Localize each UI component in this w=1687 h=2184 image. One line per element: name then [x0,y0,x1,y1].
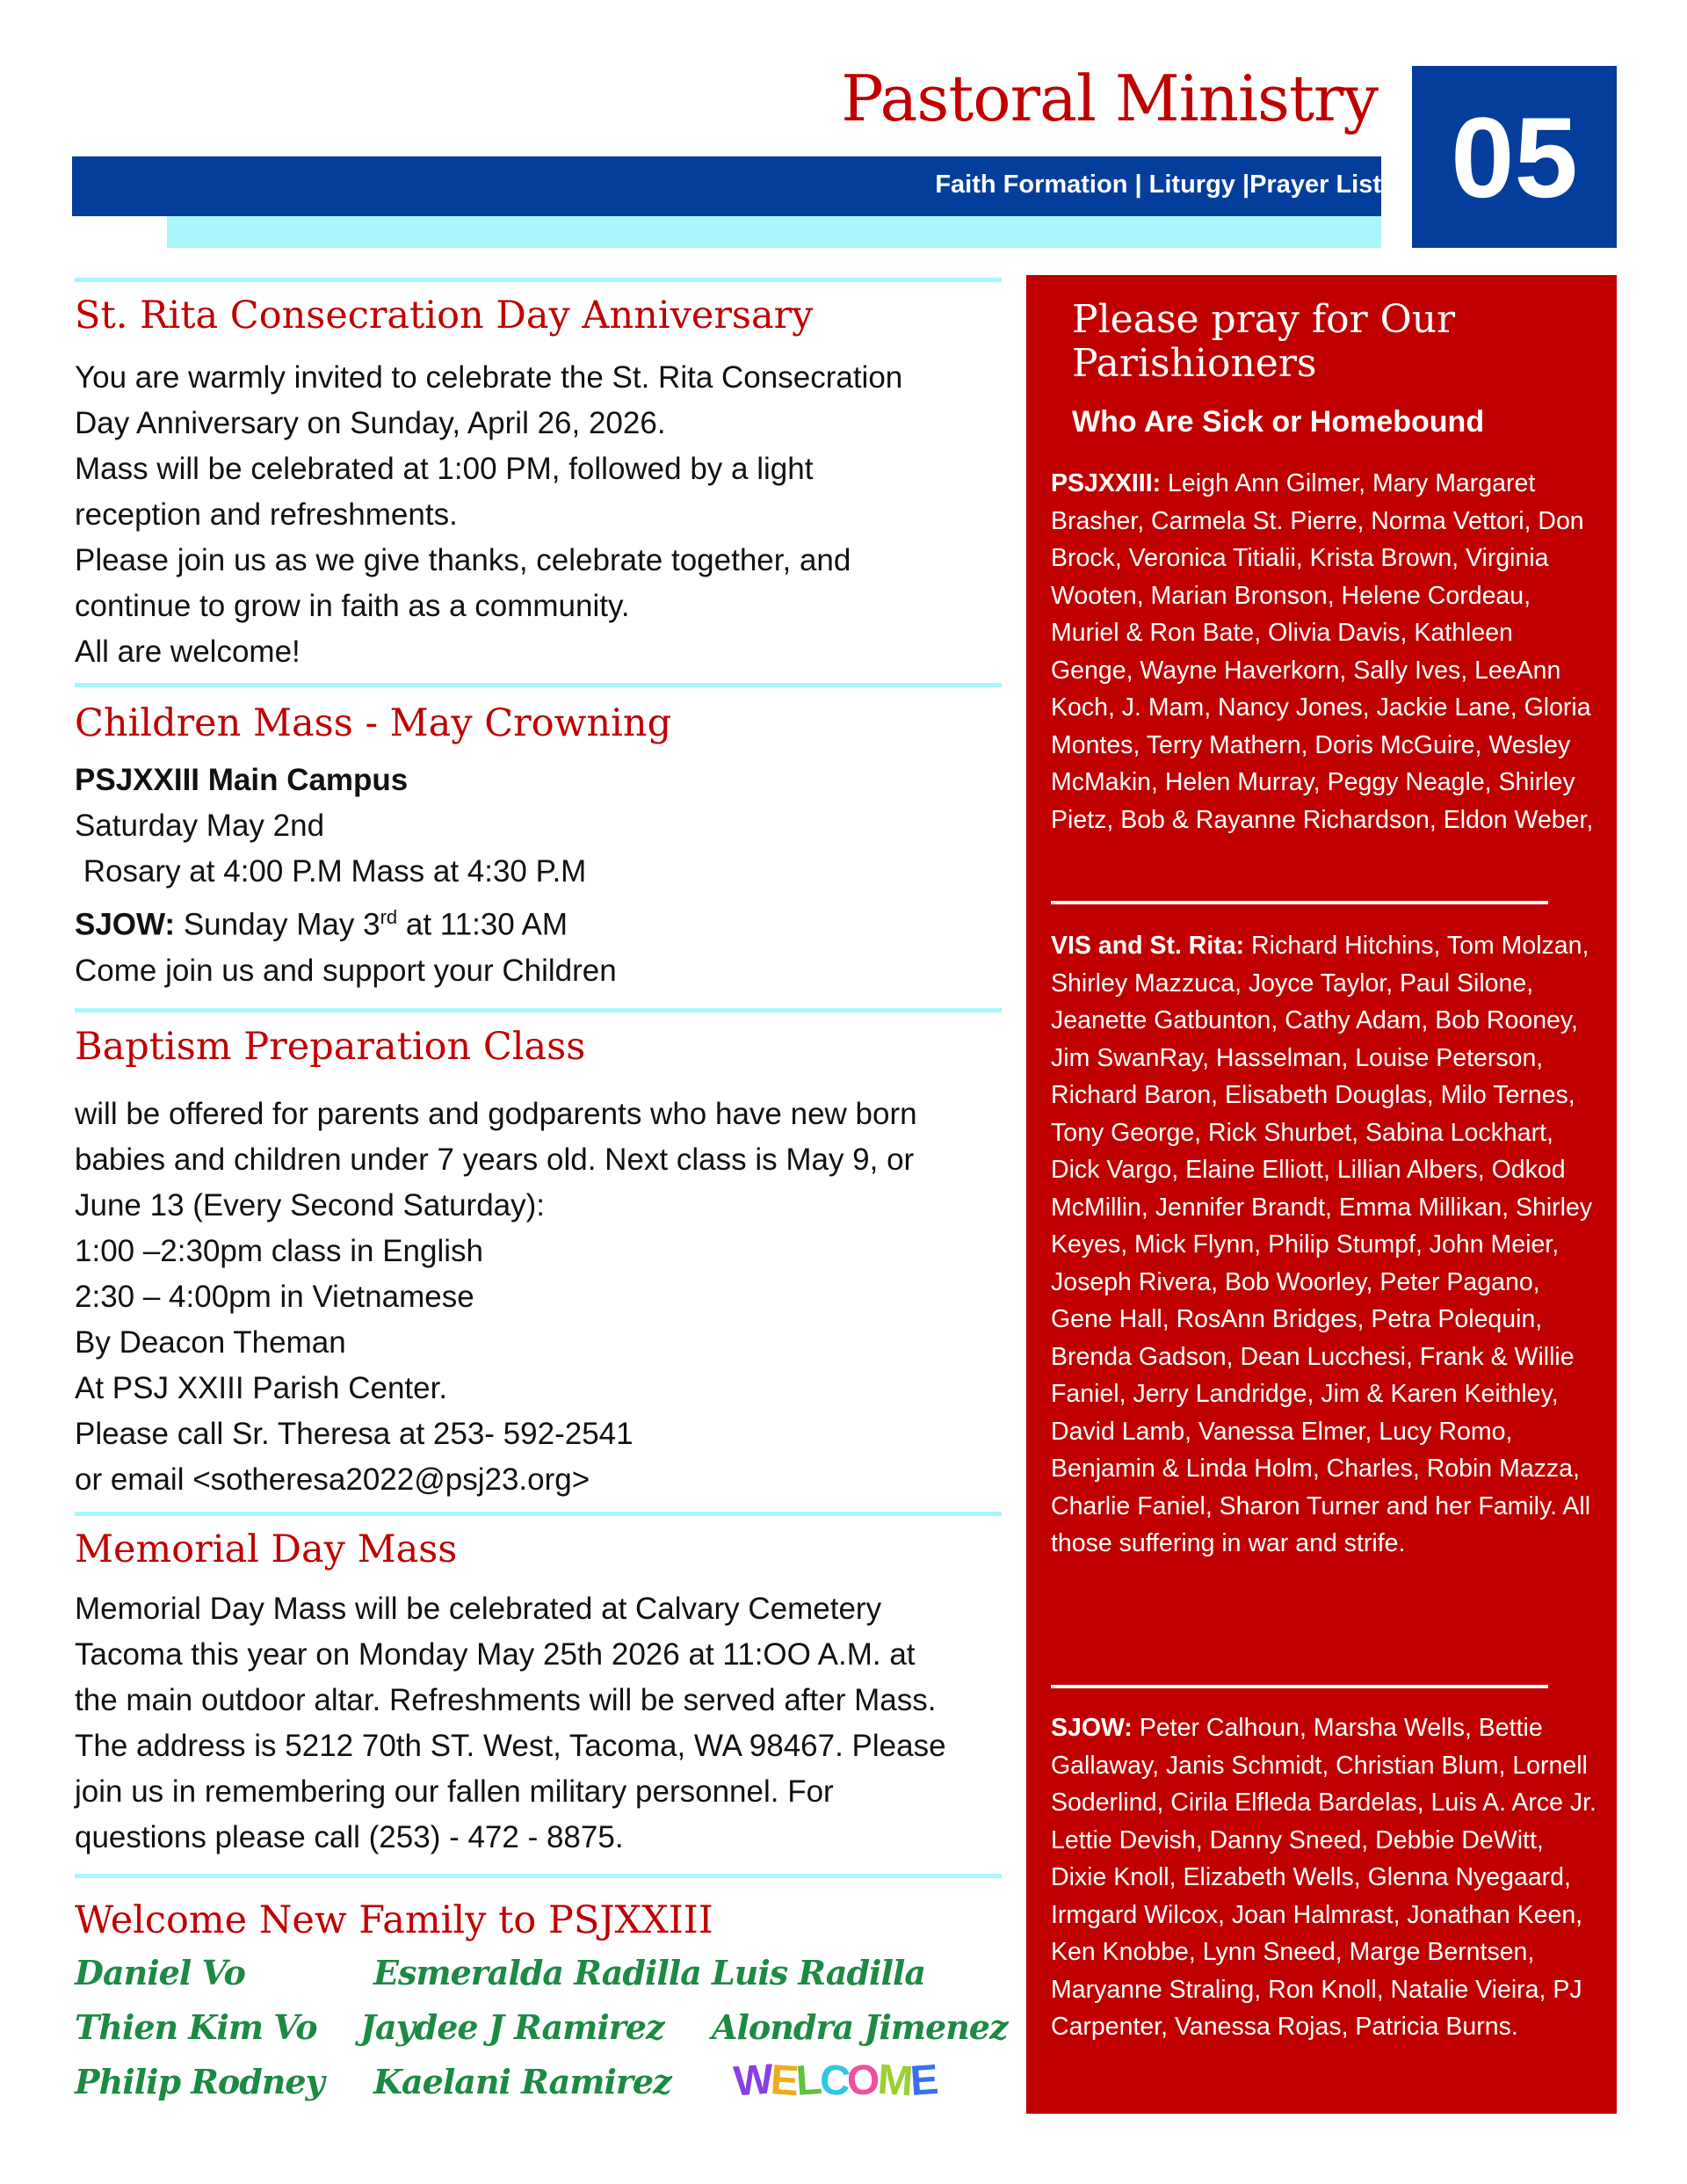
section-divider [75,683,1002,687]
new-family-name: Esmeralda Radilla [373,1953,701,1992]
memorial-heading: Memorial Day Mass [75,1527,458,1571]
welcome-letter: W [732,2056,773,2106]
text-line: Day Anniversary on Sunday, April 26, 2026. [75,406,666,440]
sjow-time: at 11:30 AM [397,907,568,942]
group-names: Richard Hitchins, Tom Molzan, Shirley Mazzuca, Joyce Taylor, Paul Silone, Jeanette Gatbunton, Cathy Adam, Bob Rooney, Jim SwanRay, Hasselman, Louise Peterson, Richard Baron, Elisabeth Douglas, Milo Ternes, Tony George, Rick Shurbet, Sabina Lockhart, Dick Vargo, Elaine Elliott, Lillian Albers, Odkod McMillin, Jennifer Brandt, Emma Millikan, Shirley Keyes, Mick Flynn, Philip Stumpf, John Meier, Joseph Rivera, Bob Woorley, Peter Pagano, Gene Hall, RosAnn Bridges, Petra Polequin, Brenda Gadson, Dean Lucchesi, Frank & Willie Faniel, Jerry Landridge, Jim & Karen Keithley, David Lamb, Vanessa Elmer, Lucy Romo, Benjamin & Linda Holm, Charles, Robin Mazza, Charlie Faniel, Sharon Turner and her Family. All those suffering in war and strife. [1051,932,1593,1557]
campus-label: PSJXXIII Main Campus [75,763,409,797]
welcome-letter: E [908,2057,938,2105]
header-accent-bar [167,216,1381,248]
text-line: By Deacon Theman [75,1325,346,1360]
section-divider [75,1512,1002,1516]
text-line: Please call Sr. Theresa at 253- 592-2541 [75,1417,634,1451]
text-line: reception and refreshments. [75,497,458,532]
text-line: join us in remembering our fallen military personnel. For [75,1774,834,1809]
prayer-group-psjxxiii [1051,465,1600,838]
children-mass-heading: Children Mass - May Crowning [75,701,672,745]
email-line[interactable]: or email <sotheresa2022@psj23.org> [75,1462,590,1497]
text-line: babies and children under 7 years old. Next class is May 9, or [75,1143,915,1177]
header-subtitle: Faith Formation | Liturgy |Prayer List [935,171,1381,199]
sjow-text: Sunday May 3 [175,907,380,942]
new-family-name: Philip Rodney [75,2062,324,2101]
new-family-name: Kaelani Ramirez [373,2062,671,2101]
text-line: the main outdoor altar. Refreshments will be served after Mass. [75,1683,937,1717]
text-line: Tacoma this year on Monday May 25th 2026 at 11:OO A.M. at [75,1637,916,1672]
panel-divider [1051,1685,1548,1688]
section-divider [75,1874,1002,1878]
text-line: All are welcome! [75,635,300,669]
text-line: Come join us and support your Children [75,953,617,988]
group-label: PSJXXIII: [1051,469,1162,497]
text-line: You are warmly invited to celebrate the St. Rita Consecration [75,360,903,395]
welcome-letter: L [794,2057,822,2105]
prayer-list-panel [1026,275,1617,2114]
children-mass-body [75,758,1015,994]
baptism-body [75,1092,1015,1503]
panel-divider [1051,901,1548,904]
memorial-body [75,1586,1015,1861]
group-label: SJOW: [1051,1714,1133,1742]
text-line: 1:00 –2:30pm class in English [75,1234,483,1268]
prayer-group-sjow [1051,1709,1600,2046]
prayer-subheading: Who Are Sick or Homebound [1072,405,1485,439]
group-names: Leigh Ann Gilmer, Mary Margaret Brasher, Carmela St. Pierre, Norma Vettori, Don Brock, Veronica Titialii, Krista Brown, Virginia Wooten, Marian Bronson, Helene Cordeau, Muriel & Ron Bate, Olivia Davis, Kathleen Genge, Wayne Haverkorn, Sally Ives, LeeAnn Koch, J. Mam, Nancy Jones, Jackie Lane, Gloria Montes, Terry Mathern, Doris McGuire, Wesley McMakin, Helen Murray, Peggy Neagle, Shirley Pietz, Bob & Rayanne Richardson, Eldon Weber, [1051,469,1594,834]
text-line: June 13 (Every Second Saturday): [75,1188,546,1223]
text-line: At PSJ XXIII Parish Center. [75,1371,448,1405]
text-line: 2:30 – 4:00pm in Vietnamese [75,1280,474,1314]
page-number: 05 [1412,66,1617,248]
prayer-heading [1072,298,1455,386]
new-family-name: Jaydee J Ramirez [360,2007,664,2047]
new-family-name: Luis Radilla [712,1953,925,1992]
new-family-name: Thien Kim Vo [75,2007,317,2047]
welcome-graphic [734,2057,936,2105]
text-line: continue to grow in faith as a community. [75,589,630,623]
welcome-letter: M [875,2056,912,2106]
baptism-heading: Baptism Preparation Class [75,1025,586,1069]
text-line: The address is 5212 70th ST. West, Tacoma, WA 98467. Please [75,1729,946,1763]
welcome-letter: C [817,2056,850,2106]
text-line: Memorial Day Mass will be celebrated at Calvary Cemetery [75,1592,882,1626]
text-line: Saturday May 2nd [75,809,325,843]
prayer-heading-line: Please pray for Our [1072,297,1456,342]
text-line: Rosary at 4:00 P.M Mass at 4:30 P.M [75,854,587,889]
text-line: Mass will be celebrated at 1:00 PM, followed by a light [75,452,814,486]
new-family-name: Alondra Jimenez [712,2007,1008,2047]
welcome-letter: E [769,2057,799,2105]
anniversary-heading: St. Rita Consecration Day Anniversary [75,294,814,337]
welcome-letter: O [845,2056,880,2106]
section-divider [75,1008,1002,1012]
text-line: Please join us as we give thanks, celebrate together, and [75,543,851,577]
anniversary-body [75,355,1015,675]
section-divider [75,278,1002,282]
prayer-group-vis-st-rita [1051,927,1600,1563]
group-label: VIS and St. Rita: [1051,932,1245,960]
text-line: questions please call (253) - 472 - 8875. [75,1820,624,1854]
text-line [75,895,1015,948]
prayer-heading-line: Parishioners [1072,341,1317,386]
new-family-name: Daniel Vo [75,1953,245,1992]
text-line: will be offered for parents and godparents who have new born [75,1097,917,1131]
sjow-label: SJOW: [75,907,176,942]
group-names: Peter Calhoun, Marsha Wells, Bettie Gallaway, Janis Schmidt, Christian Blum, Lornell Soderlind, Cirila Elfleda Bardelas, Luis A. Arce Jr. Lettie Devish, Danny Sneed, Debbie DeWitt, Dixie Knoll, Elizabeth Wells, Glenna Nyegaard, Irmgard Wilcox, Joan Halmrast, Jonathan Keen, Ken Knobbe, Lynn Sneed, Marge Berntsen, Maryanne Straling, Ron Knoll, Natalie Vieira, PJ Carpenter, Vanessa Rojas, Patricia Burns. [1051,1714,1596,2041]
welcome-heading: Welcome New Family to PSJXXIII [75,1898,713,1942]
ordinal-suffix: rd [380,906,398,928]
page-title: Pastoral Ministry [841,62,1378,135]
